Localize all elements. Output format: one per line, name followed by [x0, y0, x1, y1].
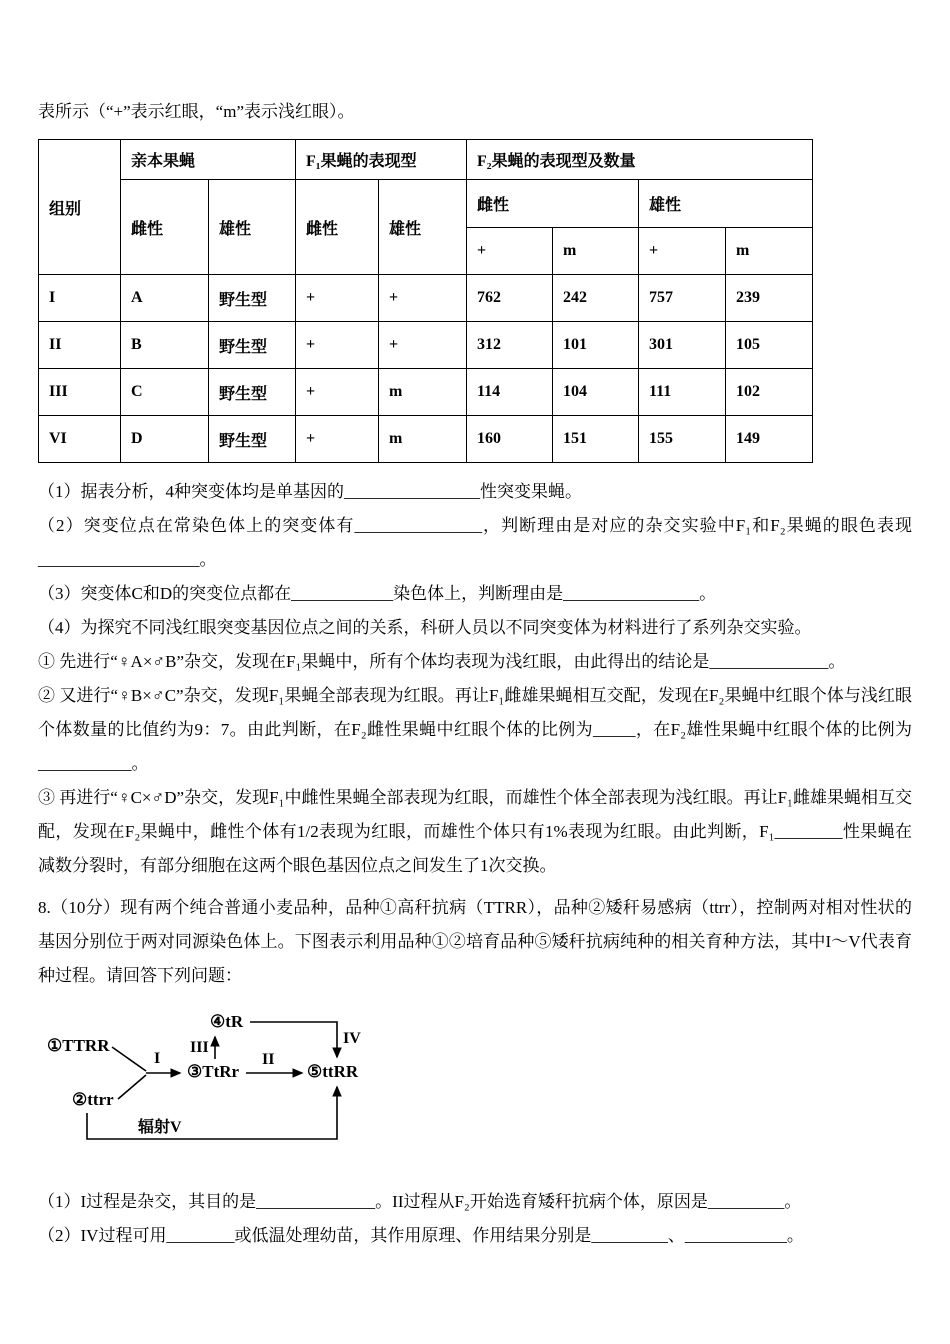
cell-f1-female: + — [296, 416, 379, 463]
cell-f1-male: m — [379, 369, 467, 416]
cell-group: VI — [39, 416, 121, 463]
diagram-node-gamete: ④tR — [210, 1012, 244, 1031]
table-header-row-2 — [39, 180, 813, 228]
subquestion-2: ② 又进行“♀B×♂C”杂交，发现F₁果蝇全部表现为红眼。再让F₁雌雄果蝇相互交配，发现在F₂果蝇中红眼个体与浅红眼个体数量的比值约为9：7。由此判断，在F₂雌性果蝇中红眼个体的比例为_____，在F₂雄性果蝇中红眼个体的比例为___________。 — [38, 686, 912, 773]
cell-f2-female-plus: 312 — [467, 322, 553, 369]
table-row — [39, 369, 813, 416]
cell-f1-male: + — [379, 322, 467, 369]
cell-group: III — [39, 369, 121, 416]
cell-f1-male: m — [379, 416, 467, 463]
diagram-process-iv-label: IV — [343, 1030, 361, 1047]
cell-parent-male: 野生型 — [209, 322, 296, 369]
question-1: （1）据表分析，4种突变体均是单基因的________________性突变果蝇。 — [38, 482, 582, 501]
table-row — [39, 416, 813, 463]
cell-parent-female: A — [121, 275, 209, 322]
question-8-1: （1）I过程是杂交，其目的是______________。II过程从F₂开始选育矮秆抗病个体，原因是_________。 — [38, 1192, 802, 1211]
intro-text: 表所示（“+”表示红眼，“m”表示浅红眼）。 — [38, 102, 355, 121]
question-4: （4）为探究不同浅红眼突变基因位点之间的关系，科研人员以不同突变体为材料进行了系列杂交实验。 — [38, 618, 812, 637]
diagram-process-i-label: I — [154, 1050, 161, 1067]
diagram-node-target: ⑤ttRR — [307, 1062, 359, 1081]
diagram-process-iii-label: III — [190, 1039, 209, 1056]
question-3: （3）突变体C和D的突变位点都在____________染色体上，判断理由是________________。 — [38, 584, 717, 603]
cell-f2-female-m: 242 — [553, 275, 639, 322]
question-8: 8.（10分）现有两个纯合普通小麦品种，品种①高秆抗病（TTRR），品种②矮秆易感病（ttrr），控制两对相对性状的基因分别位于两对同源染色体上。下图表示利用品种①②培育品种⑤矮秆抗病纯种的相关育种方法，其中I～V代表育种过程。请回答下列问题： — [38, 898, 912, 985]
cell-f2-female-plus: 762 — [467, 275, 553, 322]
cell-f2-male-m: 102 — [726, 369, 813, 416]
th-f2-male: 雄性 — [639, 180, 813, 228]
question-8-2: （2）IV过程可用________或低温处理幼苗，其作用原理、作用结果分别是_________、____________。 — [38, 1226, 804, 1245]
cell-f2-male-plus: 301 — [639, 322, 726, 369]
cell-f2-female-m: 104 — [553, 369, 639, 416]
cell-f2-female-m: 101 — [553, 322, 639, 369]
cell-f2-male-m: 149 — [726, 416, 813, 463]
diagram-process-ii-label: II — [262, 1051, 275, 1068]
cell-f1-male: + — [379, 275, 467, 322]
cell-group: II — [39, 322, 121, 369]
th-parent-male: 雄性 — [209, 180, 296, 275]
diagram-node-ttrr-parent1: ①TTRR — [47, 1036, 110, 1055]
th-f2-female-m: m — [553, 228, 639, 275]
table-row — [39, 275, 813, 322]
cell-parent-female: B — [121, 322, 209, 369]
cell-f1-female: + — [296, 369, 379, 416]
th-f2-male-m: m — [726, 228, 813, 275]
cell-f2-female-plus: 160 — [467, 416, 553, 463]
subquestion-3: ③ 再进行“♀C×♂D”杂交，发现F₁中雌性果蝇全部表现为红眼，而雄性个体全部表现为浅红眼。再让F₁雌雄果蝇相互交配，发现在F₂果蝇中，雌性个体有1/2表现为红眼，而雄性个体只有1%表现为红眼。由此判断，F₁________性果蝇在减数分裂时，有部分细胞在这两个眼色基因位点之间发生了1次交换。 — [38, 788, 912, 875]
th-parents: 亲本果蝇 — [121, 140, 296, 180]
subquestion-1: ① 先进行“♀A×♂B”杂交，发现在F₁果蝇中，所有个体均表现为浅红眼，由此得出的结论是______________。 — [38, 652, 846, 671]
table-header-row-1 — [39, 140, 813, 180]
cell-parent-male: 野生型 — [209, 275, 296, 322]
diagram-node-f1-hybrid: ③TtRr — [187, 1062, 240, 1081]
question-2: （2）突变位点在常染色体上的突变体有_______________，判断理由是对应的杂交实验中F₁和F₂果蝇的眼色表现___________________。 — [38, 516, 912, 569]
th-group: 组别 — [39, 140, 121, 275]
cell-f2-female-m: 151 — [553, 416, 639, 463]
diagram-process-v-label: 辐射V — [138, 1119, 182, 1136]
cell-group: I — [39, 275, 121, 322]
cell-f2-male-m: 105 — [726, 322, 813, 369]
th-f1: F₁果蝇的表现型 — [296, 140, 467, 180]
th-f1-female: 雌性 — [296, 180, 379, 275]
cell-parent-male: 野生型 — [209, 369, 296, 416]
cell-parent-female: D — [121, 416, 209, 463]
cell-f2-male-m: 239 — [726, 275, 813, 322]
cell-f2-male-plus: 757 — [639, 275, 726, 322]
th-parent-female: 雌性 — [121, 180, 209, 275]
diagram-lines — [40, 1009, 470, 1161]
th-f2: F₂果蝇的表现型及数量 — [467, 140, 813, 180]
th-f1-male: 雄性 — [379, 180, 467, 275]
question-block — [38, 475, 912, 993]
cell-parent-male: 野生型 — [209, 416, 296, 463]
table-row — [39, 322, 813, 369]
cell-f2-male-plus: 111 — [639, 369, 726, 416]
cell-f1-female: + — [296, 275, 379, 322]
cell-f1-female: + — [296, 322, 379, 369]
cell-f2-male-plus: 155 — [639, 416, 726, 463]
cell-parent-female: C — [121, 369, 209, 416]
breeding-diagram — [40, 1009, 470, 1161]
fly-cross-table — [38, 139, 813, 463]
th-f2-female-plus: + — [467, 228, 553, 275]
diagram-node-ttrr-parent2: ②ttrr — [72, 1090, 114, 1109]
cell-f2-female-plus: 114 — [467, 369, 553, 416]
th-f2-male-plus: + — [639, 228, 726, 275]
th-f2-female: 雌性 — [467, 180, 639, 228]
